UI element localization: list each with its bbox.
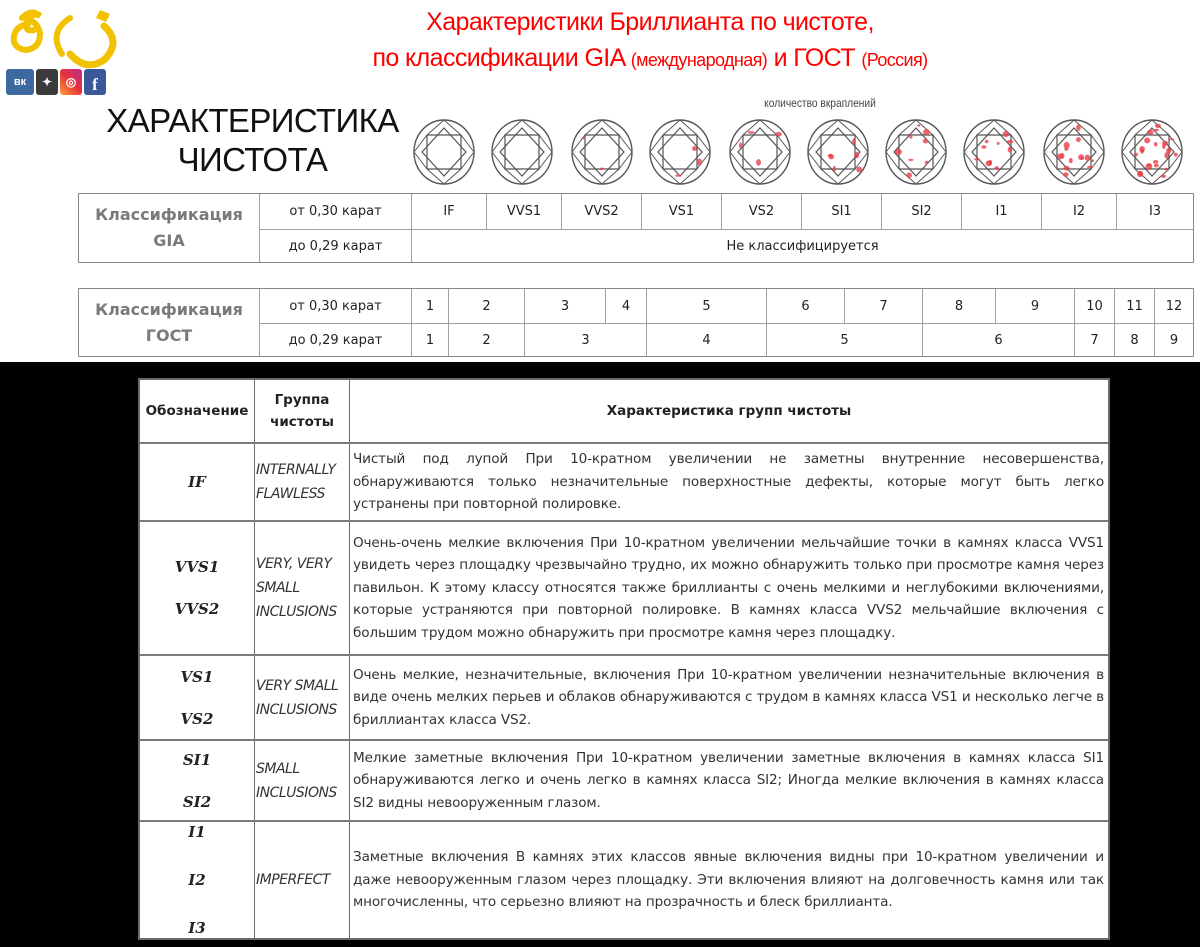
gost-classification-table [78, 288, 1194, 357]
diamond-i1-icon [962, 118, 1026, 186]
clarity-group: VERY SMALL INCLUSIONS [256, 677, 339, 718]
gia-grade-i2: I2 [1041, 194, 1116, 229]
clarity-code: SI2 [182, 792, 212, 811]
facebook-icon[interactable]: f [84, 69, 106, 95]
instagram-icon[interactable]: ◎ [60, 69, 82, 95]
clarity-code: VVS2 [174, 600, 220, 618]
infographic-top-panel [0, 0, 1200, 362]
diamond-si1-icon [806, 118, 870, 186]
gost-under-grade-7: 7 [1074, 324, 1114, 356]
gia-weight-over: от 0,30 карат [259, 194, 411, 229]
gia-grade-si2: SI2 [881, 194, 961, 229]
gost-over-grade-12: 12 [1154, 289, 1193, 323]
gia-grade-si1: SI1 [801, 194, 881, 229]
gost-under-grade-8: 8 [1114, 324, 1154, 356]
table-row [140, 520, 1108, 654]
clarity-code: I3 [188, 919, 206, 937]
table-header-row: Обозначение Группа чистоты Характеристика групп чистоты [140, 380, 1108, 442]
clarity-code: IF [188, 473, 206, 491]
diamond-i3-icon [1120, 118, 1184, 186]
clarity-group: IMPERFECT [256, 872, 330, 888]
clarity-description: Очень мелкие, незначительные, включения При 10-кратном увеличении незначительные включения в виде очень мелких перьев и облаков обнаруживаются с трудом в камнях класса VS1 и несколько легче в бриллиантах класса VS2. [353, 666, 1104, 728]
table-row [140, 654, 1108, 739]
diamond-vvs2-icon [570, 118, 634, 186]
header-designation: Обозначение [145, 403, 249, 419]
social-links [6, 69, 106, 95]
gost-over-grade-4: 4 [605, 289, 646, 323]
clarity-description: Мелкие заметные включения При 10-кратном увеличении заметные включения в камнях класса SI1 обнаруживаются легко и очень легко в камнях класса SI2; Иногда мелкие включения в камнях класса SI2 видны невооруженным глазом. [353, 749, 1104, 811]
diamond-si2-icon [884, 118, 948, 186]
header-characteristic: Характеристика групп чистоты [606, 403, 852, 419]
clarity-group: SMALL INCLUSIONS [256, 760, 337, 801]
gost-under-grade-1: 1 [411, 324, 448, 356]
gia-not-classified: Не классифицируется [411, 230, 1193, 262]
diamond-if-icon [412, 118, 476, 186]
header-group: Группа [274, 392, 330, 408]
diamond-vs1-icon [648, 118, 712, 186]
gia-grade-if: IF [411, 194, 486, 229]
clarity-code: I2 [188, 871, 206, 889]
zen-icon[interactable]: ✦ [36, 69, 58, 95]
gost-over-grade-10: 10 [1074, 289, 1114, 323]
vk-icon[interactable]: вк [6, 69, 34, 95]
title-line-2: по классификации GIA (международная) и ГОСТ (Россия) [372, 44, 928, 72]
gost-under-grade-9: 9 [1154, 324, 1193, 356]
table-row [140, 820, 1108, 938]
gost-under-grade-2: 2 [448, 324, 524, 356]
table-row [140, 739, 1108, 820]
gost-under-grade-5: 5 [766, 324, 922, 356]
clarity-groups-table [138, 378, 1110, 940]
gost-weight-under: до 0,29 карат [259, 324, 411, 356]
clarity-code: I1 [188, 823, 206, 841]
clarity-description: Заметные включения В камнях этих классов явные включения видны при 10-кратном увеличении и даже невооруженным глазом через площадку. Эти включения влияют на долговечность камня или так многочисленны, что серьезно влияют на прозрачность и блеск бриллианта. [353, 849, 1104, 911]
clarity-description: Чистый под лупой При 10-кратном увеличении не заметны внутренние несовершенства, обнаруживаются только незначительные поверхностные дефекты, которые могут быть легко устранены при повторной полировке. [353, 451, 1104, 513]
gia-grade-vvs2: VVS2 [561, 194, 641, 229]
clarity-group: INTERNALLY FLAWLESS [256, 462, 336, 502]
gia-label: Классификация GIA [95, 205, 243, 250]
gia-grade-vs1: VS1 [641, 194, 721, 229]
gost-over-grade-3: 3 [524, 289, 605, 323]
inclusions-label: количество вкраплений [764, 96, 876, 110]
clarity-code: VS2 [180, 709, 214, 728]
gost-over-grade-9: 9 [995, 289, 1074, 323]
gost-under-grade-6: 6 [922, 324, 1074, 356]
diamond-vs2-icon [728, 118, 792, 186]
clarity-code: VVS1 [174, 558, 220, 576]
gost-over-grade-11: 11 [1114, 289, 1154, 323]
gost-over-grade-2: 2 [448, 289, 524, 323]
gost-over-grade-7: 7 [844, 289, 922, 323]
gost-label: Классификация ГОСТ [95, 299, 243, 345]
clarity-code: VS1 [180, 667, 214, 686]
gost-under-grade-4: 4 [646, 324, 766, 356]
section-heading: ХАРАКТЕРИСТИКА ЧИСТОТА [106, 102, 399, 178]
gia-grade-vvs1: VVS1 [486, 194, 561, 229]
gost-over-grade-8: 8 [922, 289, 995, 323]
gost-over-grade-6: 6 [766, 289, 844, 323]
clarity-code: SI1 [182, 750, 212, 769]
title-line-1: Характеристики Бриллианта по чистоте, [426, 8, 874, 36]
gia-classification-table [78, 193, 1194, 263]
diamond-vvs1-icon [490, 118, 554, 186]
diamond-illustrations [412, 118, 1200, 186]
table-row [140, 442, 1108, 520]
diamond-i2-icon [1042, 118, 1106, 186]
gost-over-grade-5: 5 [646, 289, 766, 323]
clarity-description: Очень-очень мелкие включения При 10-кратном увеличении мельчайшие точки в камнях класса VVS1 увидеть через площадку чрезвычайно трудно, их можно обнаружить только при просмотре камня через павильон. К этому классу относятся также бриллианты с очень мелкими и неглубокими включениями, которые устраняются при повторной полировке. В камнях класса VVS2 мельчайшие включения с большим трудом можно обнаружить при просмотре камня через площадку. [353, 534, 1104, 641]
gia-grade-i1: I1 [961, 194, 1041, 229]
gia-grade-i3: I3 [1116, 194, 1193, 229]
gost-weight-over: от 0,30 карат [259, 289, 411, 323]
gia-grade-vs2: VS2 [721, 194, 801, 229]
gost-over-grade-1: 1 [411, 289, 448, 323]
gost-under-grade-3: 3 [524, 324, 646, 356]
gia-weight-under: до 0,29 карат [259, 230, 411, 262]
page-title [290, 4, 1010, 78]
clarity-group: VERY, VERY SMALL INCLUSIONS [256, 556, 337, 620]
